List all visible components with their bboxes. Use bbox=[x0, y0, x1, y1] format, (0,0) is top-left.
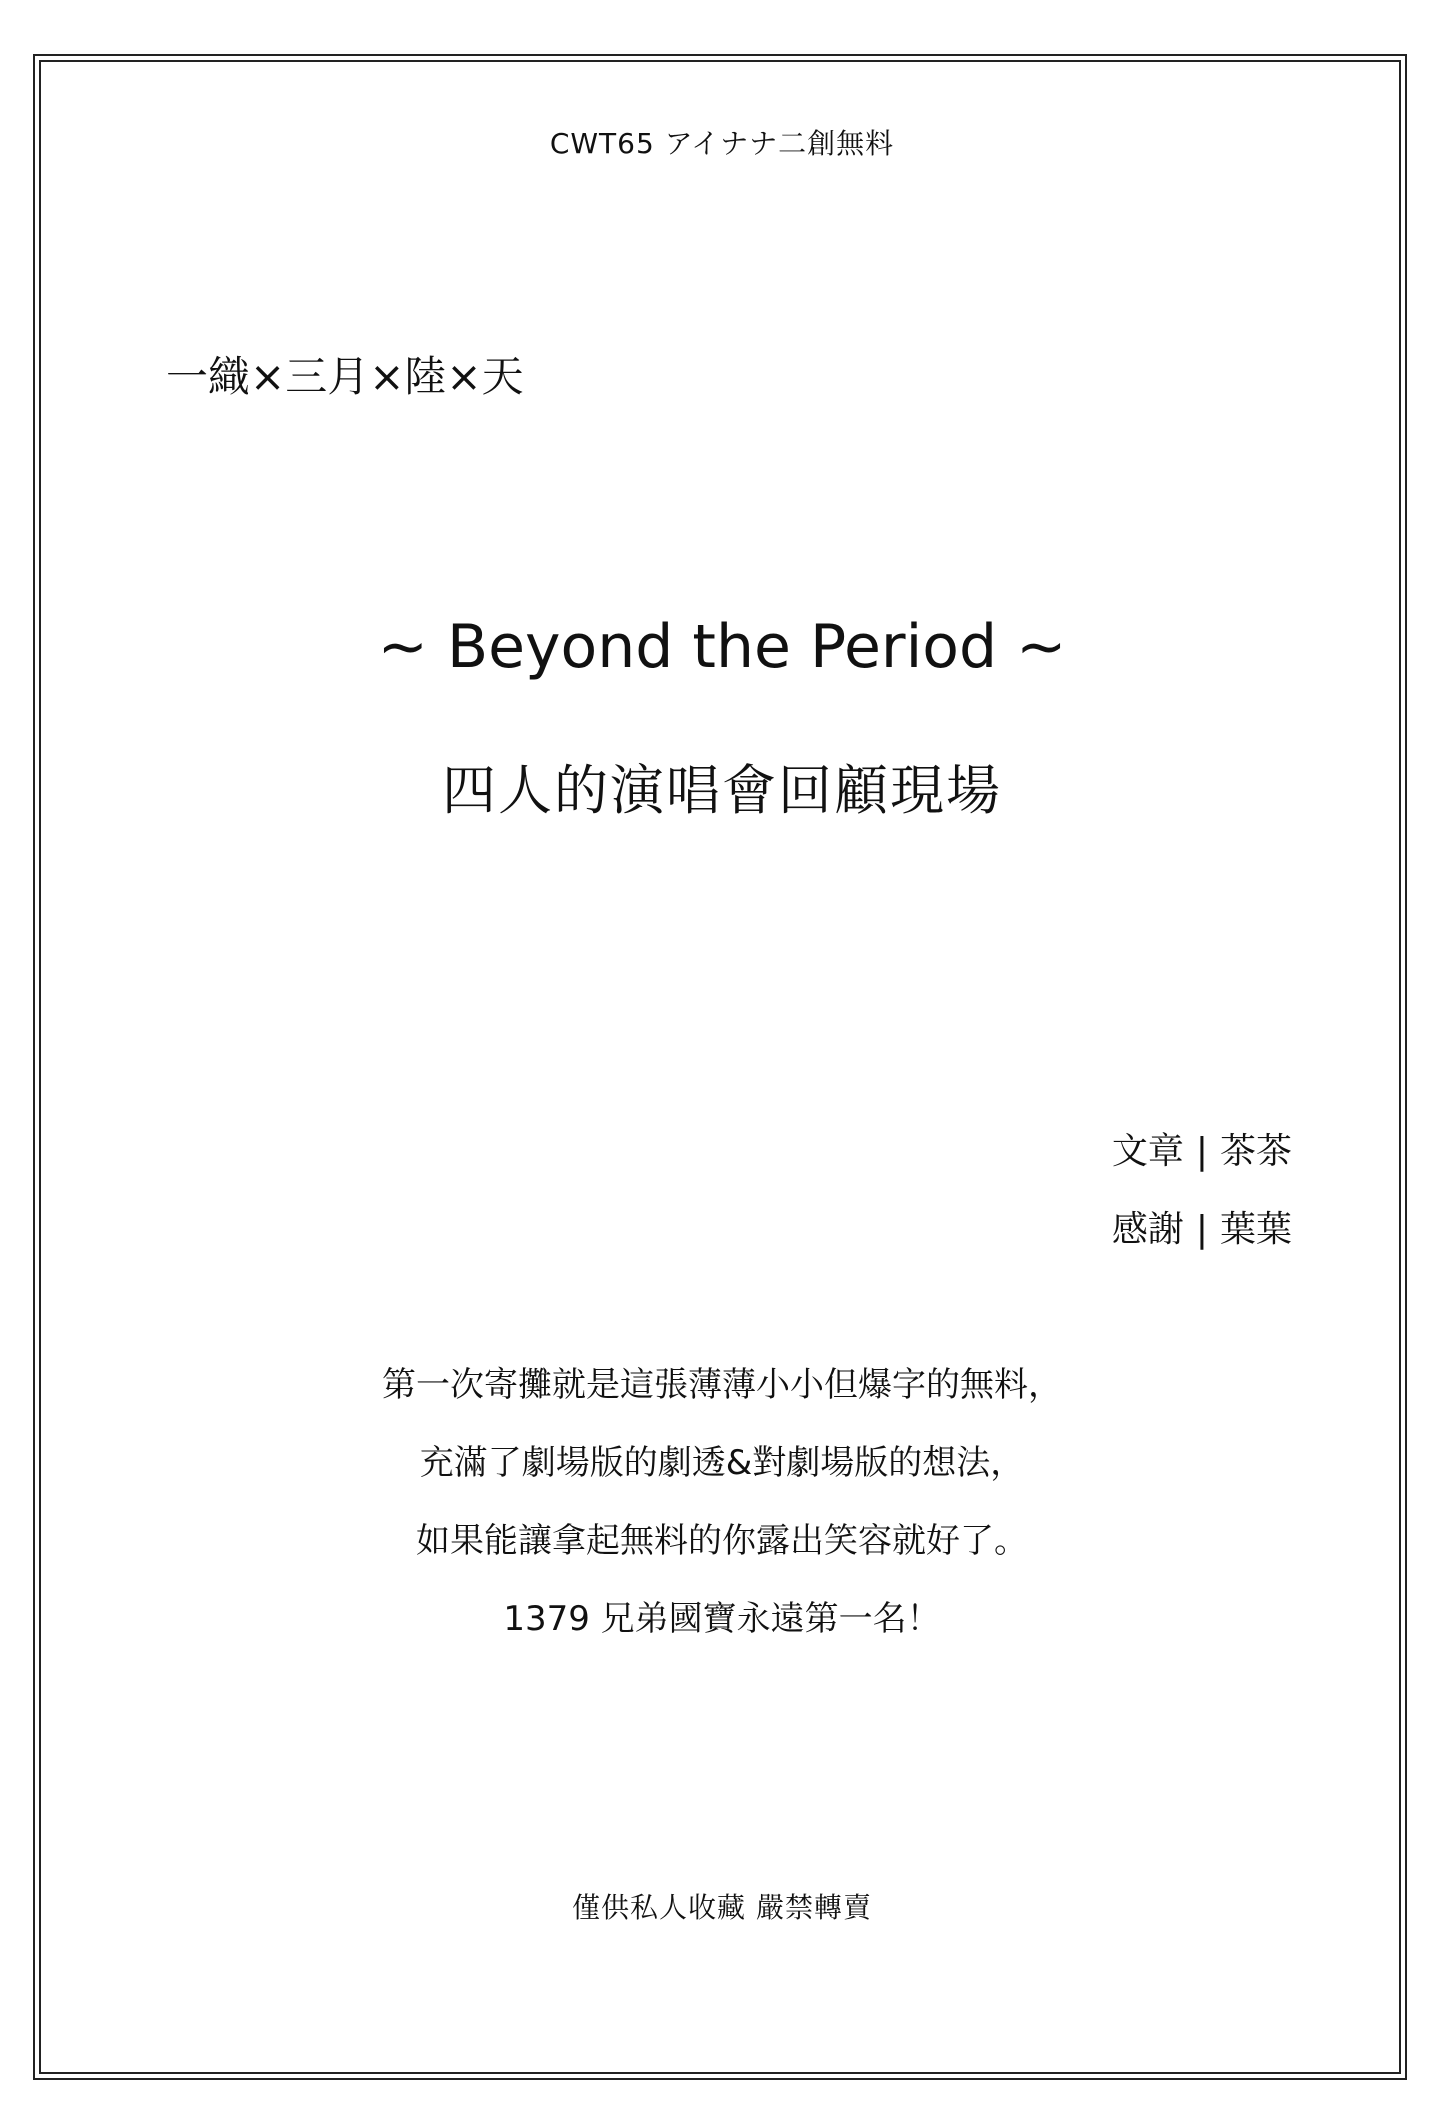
pairing-text: 一織×三月×陸×天 bbox=[166, 352, 524, 401]
footer-notice: 僅供私人收藏 嚴禁轉賣 bbox=[572, 1891, 872, 1924]
credit-name: 茶茶 bbox=[1219, 1131, 1292, 1172]
event-header: CWT65 アイナナ二創無料 bbox=[549, 127, 895, 160]
credit-role: 感謝 bbox=[1111, 1209, 1184, 1250]
credit-name: 葉葉 bbox=[1219, 1209, 1292, 1250]
credit-thanks bbox=[1112, 1206, 1292, 1284]
credits-block bbox=[1112, 1128, 1292, 1284]
credit-writer bbox=[1112, 1128, 1292, 1206]
message-line: 充滿了劇場版的劇透&對劇場版的想法， bbox=[419, 1443, 1025, 1483]
message-line: 如果能讓拿起無料的你露出笑容就好了。 bbox=[416, 1521, 1028, 1561]
message-block bbox=[0, 1360, 1444, 1672]
credit-separator: | bbox=[1195, 1131, 1208, 1172]
title-chinese: 四人的演唱會回顧現場 bbox=[442, 759, 1002, 822]
credit-role: 文章 bbox=[1111, 1131, 1184, 1172]
message-line: 1379 兄弟國寶永遠第一名！ bbox=[503, 1599, 941, 1639]
message-line: 第一次寄攤就是這張薄薄小小但爆字的無料， bbox=[382, 1365, 1062, 1405]
credit-separator: | bbox=[1195, 1209, 1208, 1250]
title-english: ~ Beyond the Period ~ bbox=[377, 612, 1067, 682]
